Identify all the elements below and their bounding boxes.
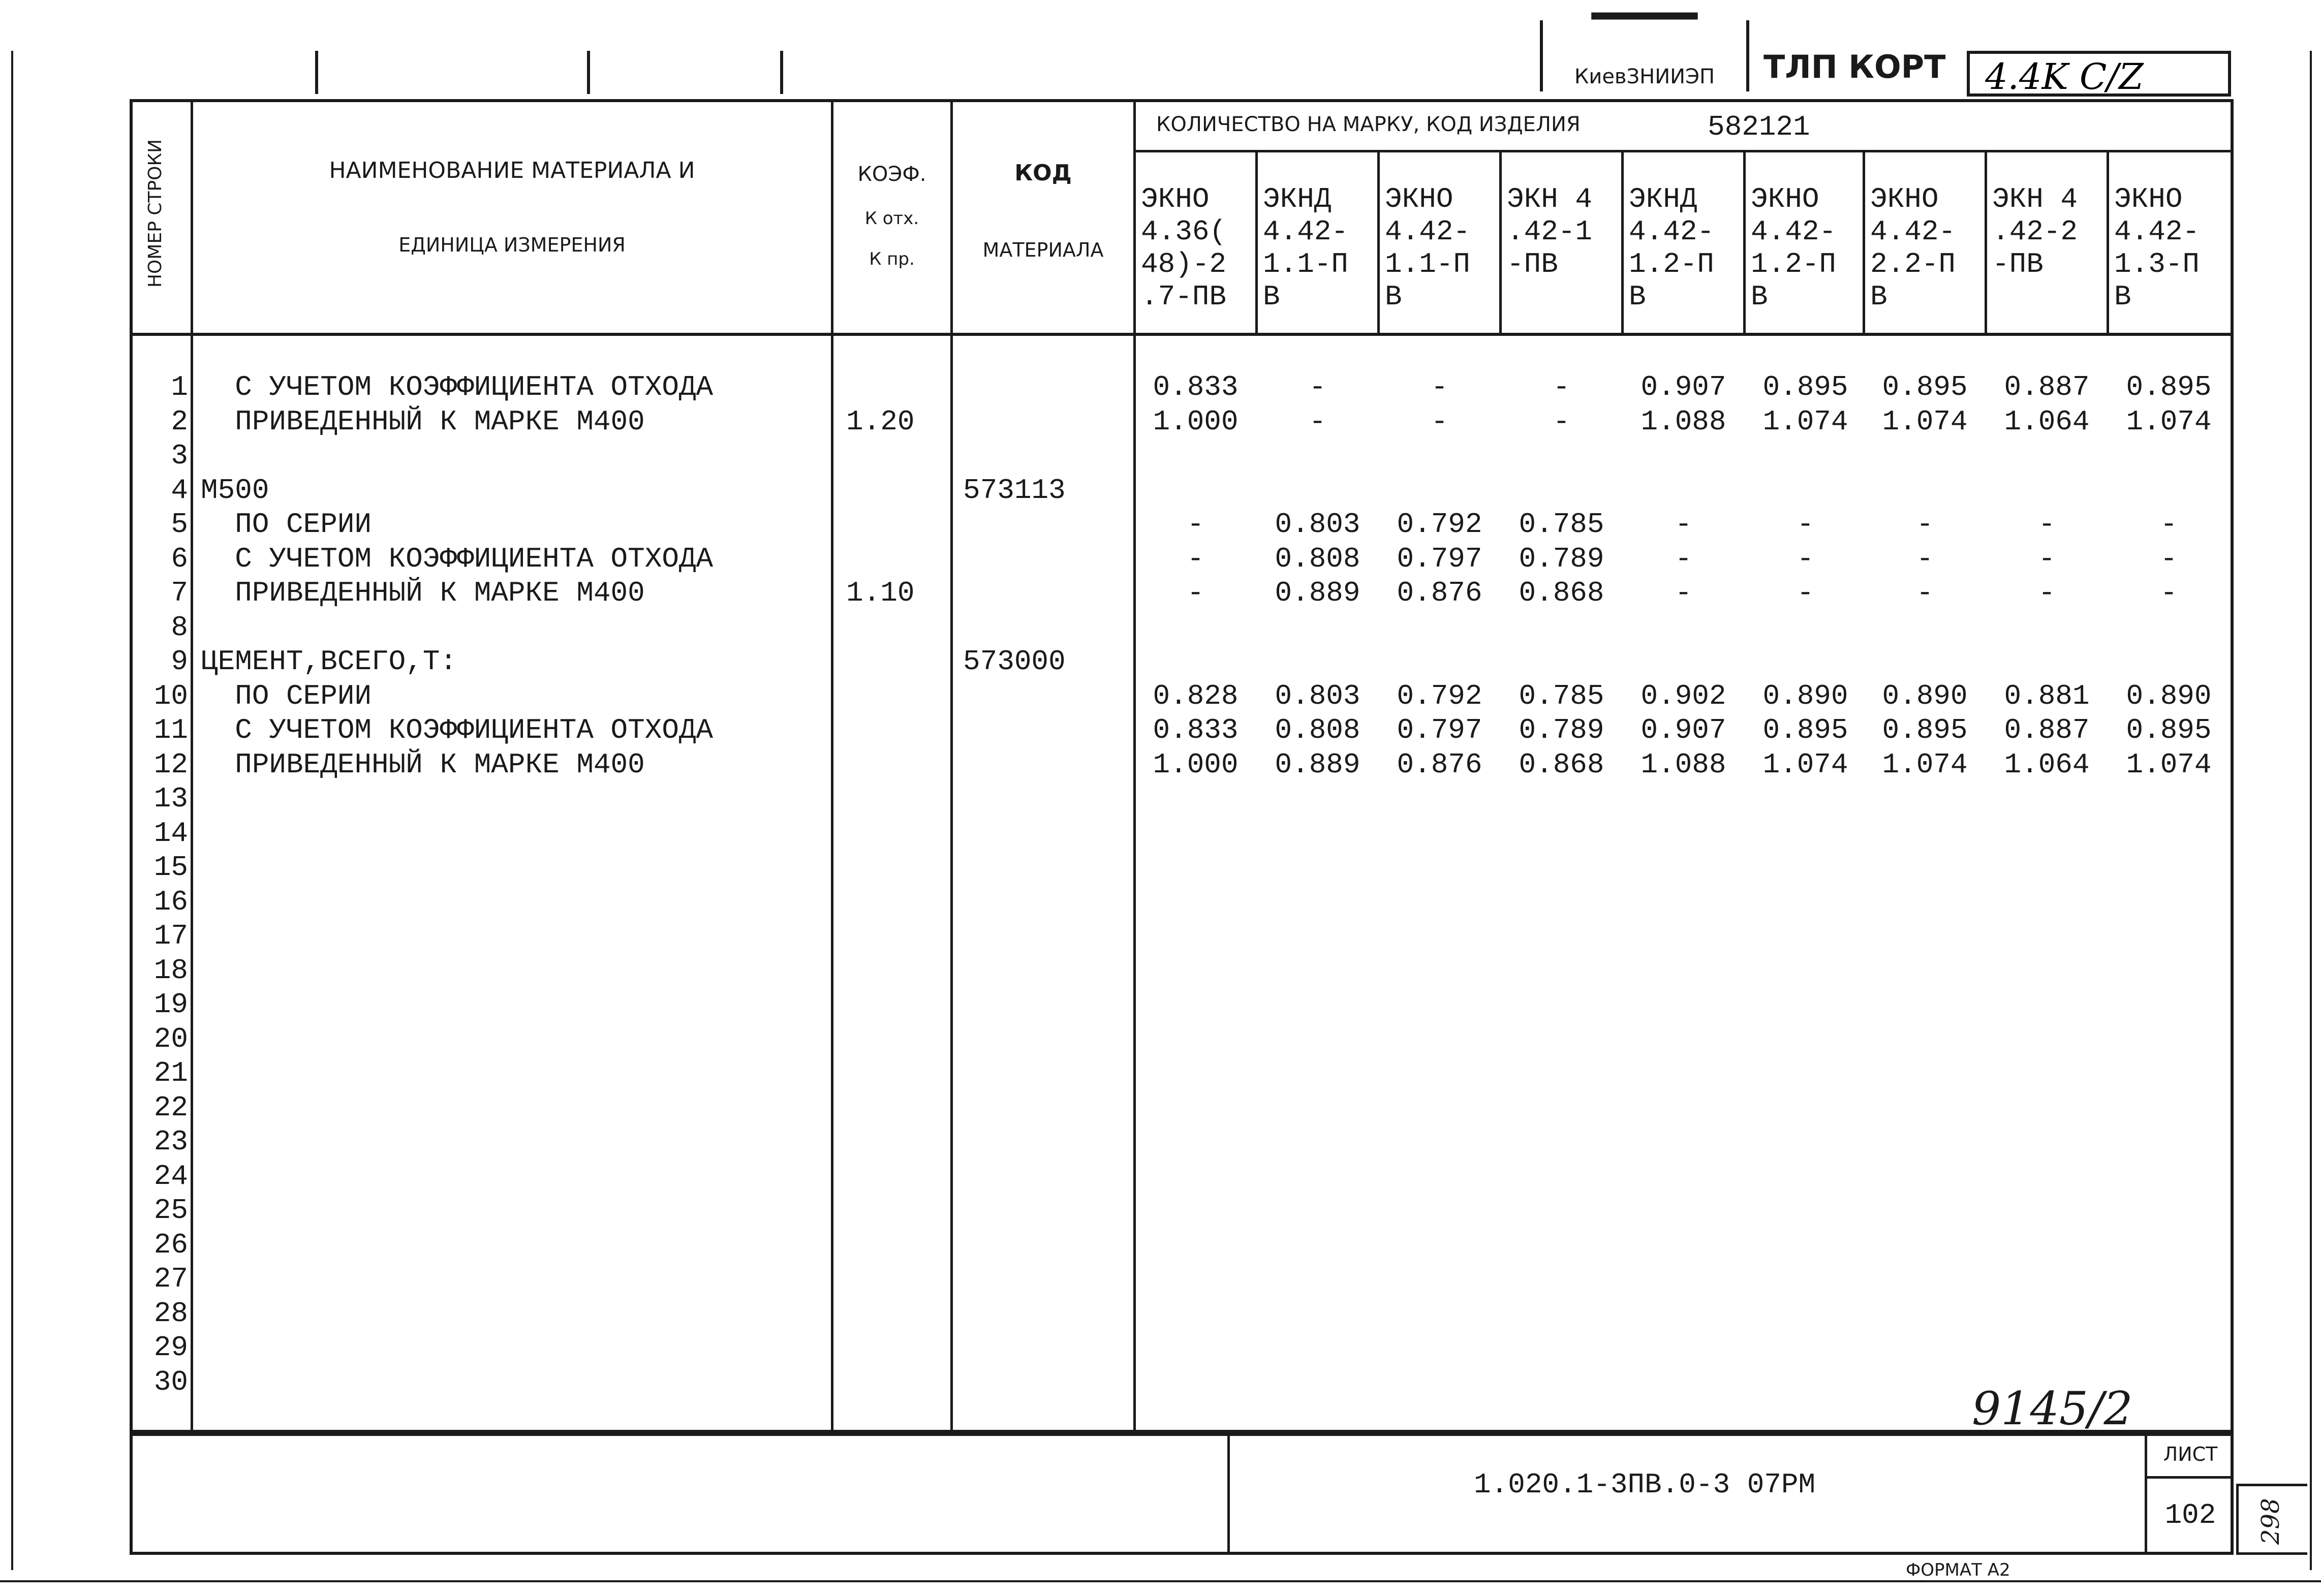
- row-number: 20: [153, 1022, 188, 1055]
- col-divider: [1743, 152, 1746, 333]
- quantity-cell: 1.074: [2126, 405, 2212, 438]
- row-number: 24: [153, 1160, 188, 1193]
- quantity-cell: 0.789: [1519, 542, 1604, 575]
- quantity-cell: -: [1553, 371, 1570, 403]
- quantity-cell: -: [1916, 542, 1934, 575]
- quantity-cell: 0.895: [1762, 371, 1848, 403]
- quantity-cell: 0.895: [1882, 714, 1968, 746]
- stamp-doc-type: ТЛП КОРТ: [1763, 48, 1946, 85]
- quantity-cell: 0.889: [1275, 577, 1360, 609]
- quantity-cell: -: [2160, 542, 2178, 575]
- quantity-cell: 0.808: [1275, 714, 1360, 746]
- tick-mark: [315, 51, 318, 94]
- quantity-cell: 0.887: [2004, 714, 2090, 746]
- col-divider: [831, 99, 833, 1433]
- row-number: 28: [153, 1297, 188, 1330]
- row-number: 2: [171, 405, 188, 438]
- quantity-cell: 0.890: [2126, 679, 2212, 712]
- row-number: 29: [153, 1331, 188, 1364]
- quantity-cell: 0.792: [1397, 679, 1482, 712]
- code-sub-header: МАТЕРИАЛА: [982, 239, 1104, 261]
- quantity-cell: -: [1797, 577, 1814, 609]
- row-number: 5: [171, 508, 188, 541]
- footer-col-divider: [1227, 1433, 1230, 1555]
- quantity-cell: 0.868: [1519, 577, 1604, 609]
- row-number: 12: [153, 748, 188, 781]
- row-number: 26: [153, 1228, 188, 1261]
- quantity-cell: -: [2160, 508, 2178, 541]
- quantity-cell: 0.785: [1519, 508, 1604, 541]
- row-number: 25: [153, 1194, 188, 1227]
- product-col-4: ЭКН 4 .42-1 -ПВ: [1507, 183, 1593, 280]
- row-number: 19: [153, 988, 188, 1021]
- row-number: 14: [153, 817, 188, 850]
- product-col-8: ЭКН 4 .42-2 -ПВ: [1992, 183, 2078, 280]
- quantity-cell: -: [1309, 405, 1326, 438]
- quantity-cell: 1.000: [1153, 748, 1239, 781]
- quantity-cell: 1.000: [1153, 405, 1239, 438]
- row-number: 8: [171, 611, 188, 644]
- row-number-header: НОМЕР СТРОКИ: [145, 139, 166, 288]
- quantity-cell: -: [2038, 577, 2056, 609]
- sheet-label: ЛИСТ: [2163, 1443, 2218, 1465]
- row-number: 16: [153, 885, 188, 918]
- code-header: КОД: [1014, 160, 1072, 186]
- col-divider: [191, 99, 193, 1433]
- quantity-cell: 1.074: [1762, 748, 1848, 781]
- format-label: ФОРМАТ А2: [1906, 1560, 2010, 1580]
- row-material-text: ПРИВЕДЕННЫЙ К МАРКЕ М400: [201, 748, 645, 781]
- quantity-cell: 0.797: [1397, 714, 1482, 746]
- row-number: 22: [153, 1091, 188, 1124]
- row-number: 23: [153, 1125, 188, 1158]
- product-col-6: ЭКНО 4.42- 1.2-П В: [1751, 183, 1837, 313]
- quantity-cell: 0.808: [1275, 542, 1360, 575]
- quantity-cell: -: [1309, 371, 1326, 403]
- quantity-cell: 0.803: [1275, 508, 1360, 541]
- col-divider: [1377, 152, 1380, 333]
- quantity-header: КОЛИЧЕСТВО НА МАРКУ, КОД ИЗДЕЛИЯ: [1156, 113, 1581, 136]
- product-col-3: ЭКНО 4.42- 1.1-П В: [1385, 183, 1471, 313]
- quantity-cell: 0.907: [1641, 714, 1726, 746]
- stamp-org-box: ▔▔▔ КиевЗНИИЭП: [1540, 20, 1749, 91]
- handwritten-number: 9145/2: [1972, 1382, 2133, 1435]
- quantity-cell: -: [1431, 405, 1448, 438]
- sheet-divider: [2145, 1476, 2234, 1479]
- footer-frame: [130, 1433, 2234, 1555]
- material-name-header: НАИМЕНОВАНИЕ МАТЕРИАЛА И: [329, 158, 695, 183]
- col-divider: [1621, 152, 1624, 333]
- quantity-cell: -: [1675, 508, 1692, 541]
- row-material-code: 573113: [963, 474, 1066, 507]
- col-divider: [2107, 152, 2109, 333]
- quantity-cell: 1.088: [1641, 748, 1726, 781]
- col-divider: [1499, 152, 1502, 333]
- quantity-cell: 1.088: [1641, 405, 1726, 438]
- quantity-cell: 1.064: [2004, 748, 2090, 781]
- quantity-cell: 1.074: [1882, 748, 1968, 781]
- quantity-cell: -: [1553, 405, 1570, 438]
- quantity-cell: -: [1916, 577, 1934, 609]
- quantity-cell: 0.785: [1519, 679, 1604, 712]
- sheet-number: 102: [2164, 1499, 2216, 1531]
- product-col-1: ЭКНО 4.36( 48)-2 .7-ПВ: [1141, 183, 1227, 313]
- quantity-cell: 0.890: [1762, 679, 1848, 712]
- quantity-cell: -: [2160, 577, 2178, 609]
- row-material-text: ПРИВЕДЕННЫЙ К МАРКЕ М400: [201, 405, 645, 438]
- row-number: 11: [153, 714, 188, 746]
- quantity-cell: -: [1675, 542, 1692, 575]
- row-number: 4: [171, 474, 188, 507]
- quantity-cell: 0.895: [1762, 714, 1848, 746]
- col-divider: [1985, 152, 1987, 333]
- quantity-cell: 0.902: [1641, 679, 1726, 712]
- side-number: 298: [2256, 1498, 2285, 1545]
- row-number: 13: [153, 783, 188, 815]
- quantity-cell: 0.803: [1275, 679, 1360, 712]
- quantity-cell: 0.895: [2126, 371, 2212, 403]
- quantity-cell: 0.889: [1275, 748, 1360, 781]
- quantity-cell: -: [1187, 577, 1204, 609]
- row-material-text: ПО СЕРИИ: [201, 679, 372, 712]
- row-number: 7: [171, 577, 188, 609]
- unit-header: ЕДИНИЦА ИЗМЕРЕНИЯ: [398, 234, 626, 256]
- header-divider: [130, 333, 2234, 336]
- row-material-text: С УЧЕТОМ КОЭФФИЦИЕНТА ОТХОДА: [201, 714, 714, 746]
- row-number: 1: [171, 371, 188, 403]
- quantity-cell: 1.064: [2004, 405, 2090, 438]
- coef-reduced-header: К пр.: [869, 249, 915, 269]
- row-coef: 1.10: [846, 577, 915, 609]
- row-material-text: ПРИВЕДЕННЫЙ К МАРКЕ М400: [201, 577, 645, 609]
- quantity-cell: -: [1187, 542, 1204, 575]
- col-divider: [950, 99, 953, 1433]
- stamp-org-label: КиевЗНИИЭП: [1574, 65, 1715, 88]
- quantity-cell: -: [1675, 577, 1692, 609]
- page-edge: [0, 1580, 2321, 1582]
- row-number: 30: [153, 1365, 188, 1398]
- quantity-cell: 0.789: [1519, 714, 1604, 746]
- quantity-cell: -: [2038, 542, 2056, 575]
- tick-mark: [780, 51, 783, 94]
- col-divider: [1255, 152, 1258, 333]
- product-col-7: ЭКНО 4.42- 2.2-П В: [1870, 183, 1956, 313]
- quantity-cell: 1.074: [1882, 405, 1968, 438]
- product-col-2: ЭКНД 4.42- 1.1-П В: [1263, 183, 1349, 313]
- quantity-cell: 0.868: [1519, 748, 1604, 781]
- row-material-text: М500: [201, 474, 269, 507]
- row-material-text: ПО СЕРИИ: [201, 508, 372, 541]
- coef-header: КОЭФ.: [857, 163, 926, 186]
- page-edge: [2310, 51, 2312, 1570]
- quantity-cell: 0.895: [2126, 714, 2212, 746]
- row-material-text: С УЧЕТОМ КОЭФФИЦИЕНТА ОТХОДА: [201, 371, 714, 403]
- quantity-cell: -: [1797, 508, 1814, 541]
- row-material-text: С УЧЕТОМ КОЭФФИЦИЕНТА ОТХОДА: [201, 542, 714, 575]
- product-col-5: ЭКНД 4.42- 1.2-П В: [1629, 183, 1715, 313]
- row-material-code: 573000: [963, 645, 1066, 678]
- quantity-cell: -: [1431, 371, 1448, 403]
- quantity-cell: 0.833: [1153, 714, 1239, 746]
- quantity-cell: 0.797: [1397, 542, 1482, 575]
- quantity-cell: 1.074: [1762, 405, 1848, 438]
- quantity-cell: 0.890: [1882, 679, 1968, 712]
- tick-mark: [587, 51, 590, 94]
- coef-waste-header: К отх.: [864, 208, 919, 229]
- quantity-cell: 0.881: [2004, 679, 2090, 712]
- quantity-cell: -: [2038, 508, 2056, 541]
- quantity-cell: -: [1797, 542, 1814, 575]
- quantity-cell: 0.876: [1397, 748, 1482, 781]
- quantity-cell: 0.833: [1153, 371, 1239, 403]
- quantity-cell: 0.887: [2004, 371, 2090, 403]
- quantity-cell: 0.907: [1641, 371, 1726, 403]
- col-divider: [1863, 152, 1865, 333]
- row-number: 3: [171, 440, 188, 472]
- row-material-text: ЦЕМЕНТ,ВСЕГО,Т:: [201, 645, 457, 678]
- quantity-cell: 0.792: [1397, 508, 1482, 541]
- row-number: 27: [153, 1263, 188, 1295]
- row-number: 9: [171, 645, 188, 678]
- row-number: 21: [153, 1057, 188, 1089]
- stamp-handwritten: 4.4K C/Z: [1967, 51, 2231, 97]
- row-number: 6: [171, 542, 188, 575]
- row-number: 15: [153, 851, 188, 884]
- row-number: 18: [153, 954, 188, 987]
- row-coef: 1.20: [846, 405, 915, 438]
- row-number: 17: [153, 920, 188, 952]
- doc-code: 1.020.1-3ПВ.0-3 07РМ: [1474, 1468, 1816, 1501]
- row-number: 10: [153, 679, 188, 712]
- quantity-cell: -: [1916, 508, 1934, 541]
- quantity-cell: 1.074: [2126, 748, 2212, 781]
- quantity-cell: 0.828: [1153, 679, 1239, 712]
- quantity-cell: 0.895: [1882, 371, 1968, 403]
- page-edge: [11, 51, 13, 1570]
- quantity-cell: -: [1187, 508, 1204, 541]
- quantity-cell: 0.876: [1397, 577, 1482, 609]
- product-col-9: ЭКНО 4.42- 1.3-П В: [2114, 183, 2200, 313]
- product-code: 582121: [1708, 111, 1810, 143]
- quantity-title-divider: [1133, 150, 2234, 152]
